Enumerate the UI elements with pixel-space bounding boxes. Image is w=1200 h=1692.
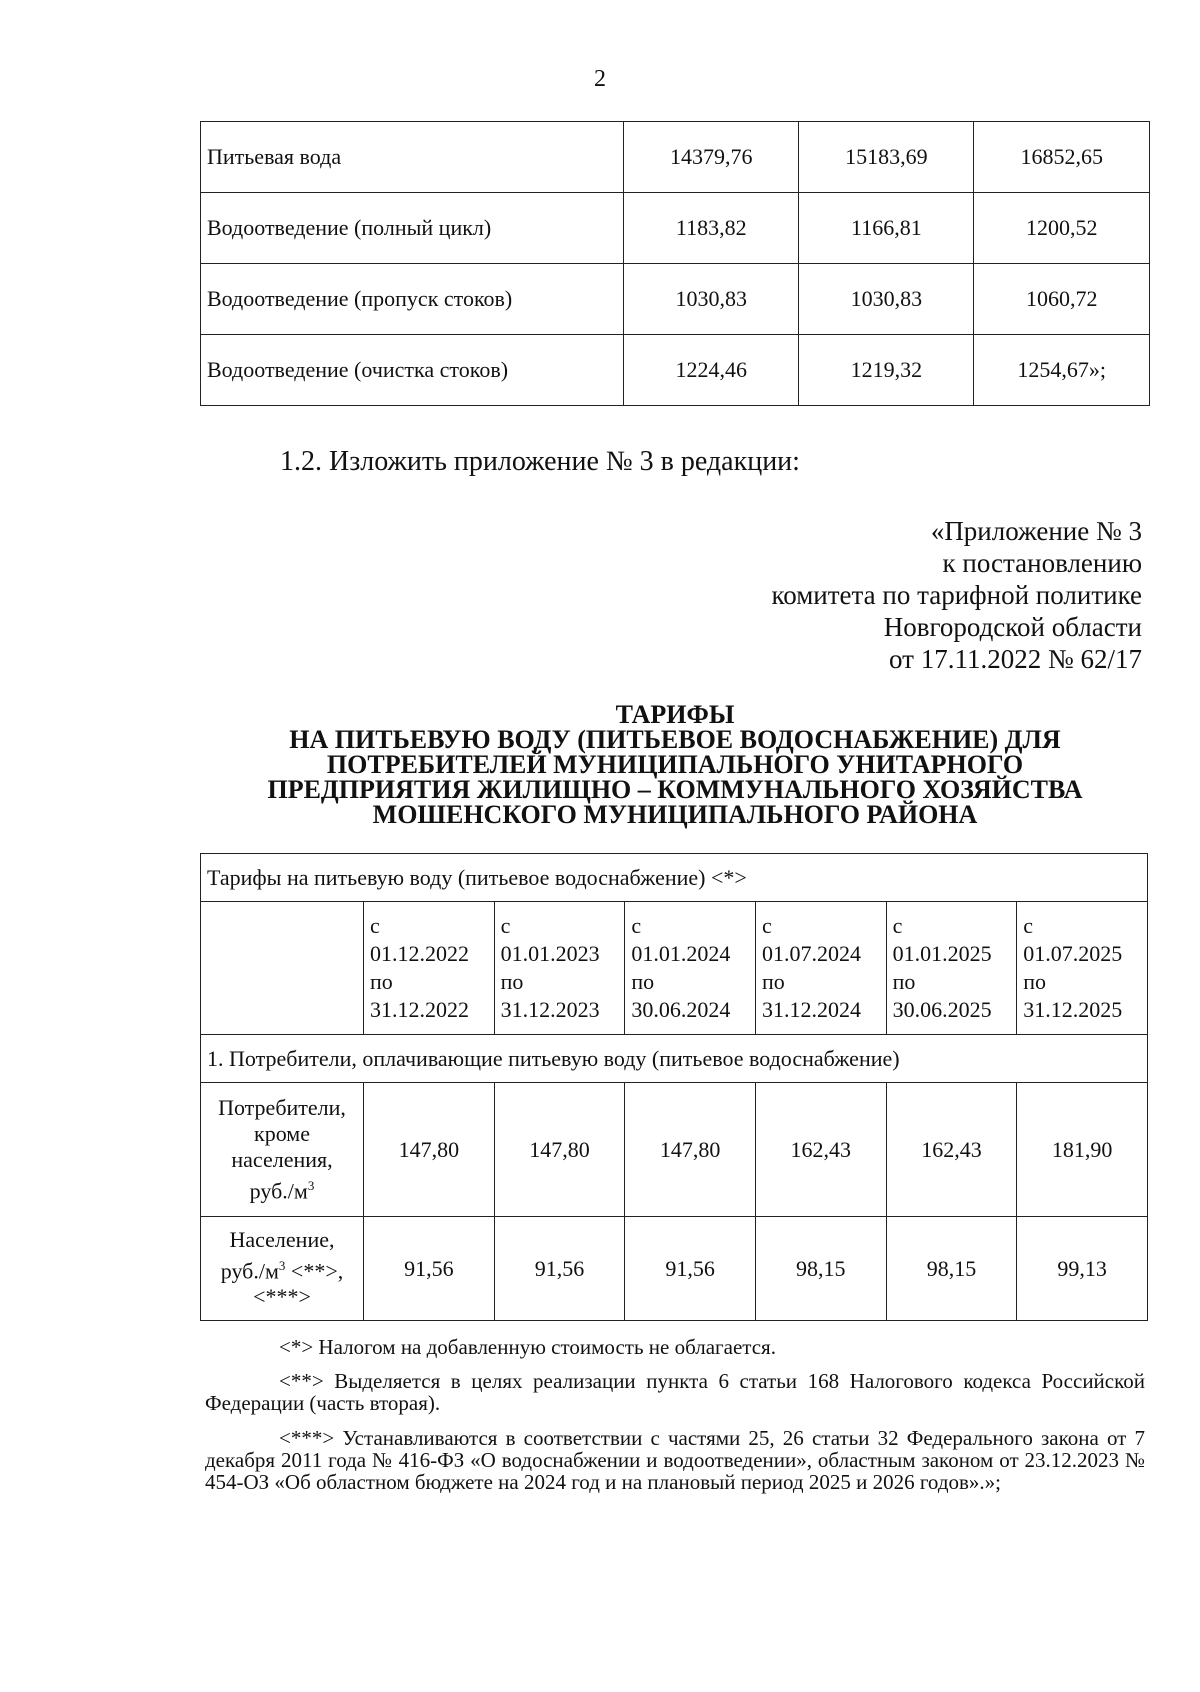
cell-value: 1219,32	[799, 335, 974, 406]
period-po: по	[370, 969, 393, 994]
label-unit	[207, 1253, 357, 1284]
period-to: 31.12.2022	[370, 997, 469, 1022]
top-tariff-table	[200, 121, 1150, 406]
period-to: 31.12.2024	[761, 997, 861, 1022]
cell-value: 181,90	[1017, 1083, 1148, 1217]
appendix-line: комитета по тарифной политике	[771, 580, 1142, 610]
cell-value: 1224,46	[624, 335, 799, 406]
appendix-heading	[771, 515, 1142, 675]
period-cell	[494, 902, 625, 1035]
period-c: с	[631, 913, 642, 938]
cell-value: 1200,52	[974, 193, 1150, 264]
period-from: 01.07.2024	[761, 941, 861, 966]
title-line: ТАРИФЫ	[615, 700, 735, 729]
label-part: Население,	[229, 1226, 335, 1252]
cell-value: 99,13	[1017, 1217, 1148, 1321]
cell-value: 91,56	[625, 1217, 756, 1321]
period-c: с	[892, 913, 903, 938]
row-label: Водоотведение (очистка стоков)	[201, 335, 624, 406]
cell-value: 15183,69	[799, 122, 974, 193]
period-to: 31.12.2023	[500, 997, 600, 1022]
table-row	[201, 193, 1150, 264]
footnote-text: <***> Устанавливаются в соответствии с частями 25, 26 статьи 32 Федерального закона от 7 декабря 2011 года № 416-ФЗ «О водоснабжении и водоотведении», областным законом от 23.12.2023 № 454-ОЗ «Об областном бюджете на 2024 год и на плановый период 2025 и 2026 годов».»;	[205, 1426, 1145, 1494]
cell-value: 98,15	[886, 1217, 1017, 1321]
footnote-text: <*> Налогом на добавленную стоимость не облагается.	[279, 1335, 776, 1359]
period-cell	[1017, 902, 1148, 1035]
table-header-row	[201, 854, 1148, 902]
footnote	[205, 1336, 1145, 1358]
cell-value: 162,43	[886, 1083, 1017, 1217]
period-c: с	[761, 913, 772, 938]
period-po: по	[761, 969, 785, 994]
superscript: 3	[278, 1257, 286, 1273]
period-to: 30.06.2025	[892, 997, 992, 1022]
period-cell	[364, 902, 495, 1035]
table-header: Тарифы на питьевую воду (питьевое водоснабжение) <*>	[201, 854, 1148, 902]
cell-value: 1060,72	[974, 264, 1150, 335]
period-c: с	[1023, 913, 1034, 938]
superscript: 3	[307, 1177, 315, 1193]
period-from: 01.01.2023	[500, 941, 600, 966]
period-po: по	[1023, 969, 1047, 994]
empty-corner-cell	[201, 902, 364, 1035]
label-part: населения,	[231, 1146, 333, 1172]
cell-value: 147,80	[364, 1083, 495, 1217]
title-line: НА ПИТЬЕВУЮ ВОДУ (ПИТЬЕВОЕ ВОДОСНАБЖЕНИЕ) ДЛЯ	[289, 725, 1061, 754]
cell-value: 162,43	[755, 1083, 886, 1217]
title-line: ПОТРЕБИТЕЛЕЙ МУНИЦИПАЛЬНОГО УНИТАРНОГО	[326, 750, 1024, 779]
cell-value: 16852,65	[974, 122, 1150, 193]
title-line: МОШЕНСКОГО МУНИЦИПАЛЬНОГО РАЙОНА	[372, 800, 978, 829]
appendix-line: от 17.11.2022 № 62/17	[889, 644, 1142, 674]
section-heading: 1. Потребители, оплачивающие питьевую воду (питьевое водоснабжение)	[201, 1035, 1148, 1083]
row-label: Питьевая вода	[201, 122, 624, 193]
label-part: руб./м	[249, 1178, 308, 1204]
table-row	[201, 122, 1150, 193]
section-row	[201, 1035, 1148, 1083]
title-line: ПРЕДПРИЯТИЯ ЖИЛИЩНО – КОММУНАЛЬНОГО ХОЗЯЙСТВА	[267, 775, 1083, 804]
period-po: по	[892, 969, 916, 994]
period-from: 01.12.2022	[370, 941, 469, 966]
period-c: с	[500, 913, 511, 938]
label-part: Потребители,	[218, 1094, 346, 1120]
row-label: Водоотведение (полный цикл)	[201, 193, 624, 264]
period-po: по	[500, 969, 524, 994]
footnote	[205, 1370, 1145, 1414]
appendix-line: Новгородской области	[883, 612, 1142, 642]
period-from: 01.01.2025	[892, 941, 992, 966]
table-row	[201, 1217, 1148, 1321]
row-label	[201, 1083, 364, 1217]
row-label: Водоотведение (пропуск стоков)	[201, 264, 624, 335]
cell-value: 1030,83	[799, 264, 974, 335]
appendix-line: «Приложение № 3	[930, 516, 1142, 546]
cell-value: 91,56	[494, 1217, 625, 1321]
item-1-2: 1.2. Изложить приложение № 3 в редакции:	[280, 446, 800, 477]
label-part: <**>,	[285, 1258, 344, 1284]
period-cell	[755, 902, 886, 1035]
period-row	[201, 902, 1148, 1035]
period-from: 01.01.2024	[631, 941, 731, 966]
row-label	[201, 1217, 364, 1321]
cell-value: 1183,82	[624, 193, 799, 264]
label-part: <***>	[253, 1284, 311, 1310]
cell-value: 91,56	[364, 1217, 495, 1321]
period-cell	[886, 902, 1017, 1035]
label-part: руб./м	[220, 1258, 279, 1284]
cell-value: 1166,81	[799, 193, 974, 264]
cell-value: 98,15	[755, 1217, 886, 1321]
water-tariff-table	[200, 853, 1148, 1321]
table-row	[201, 264, 1150, 335]
table-row	[201, 335, 1150, 406]
document-title	[200, 702, 1150, 827]
footnote-text: <**> Выделяется в целях реализации пункта 6 статьи 168 Налогового кодекса Российской Федерации (часть вторая).	[205, 1369, 1145, 1415]
period-cell	[625, 902, 756, 1035]
label-part: кроме	[254, 1120, 310, 1146]
cell-value: 1030,83	[624, 264, 799, 335]
cell-value: 14379,76	[624, 122, 799, 193]
table-row	[201, 1083, 1148, 1217]
label-unit	[207, 1173, 357, 1204]
period-to: 30.06.2024	[631, 997, 731, 1022]
page-number: 2	[594, 66, 606, 92]
cell-value: 1254,67»;	[974, 335, 1150, 406]
period-po: по	[631, 969, 655, 994]
footnote	[205, 1427, 1145, 1493]
period-to: 31.12.2025	[1023, 997, 1123, 1022]
appendix-line: к постановлению	[942, 548, 1142, 578]
period-from: 01.07.2025	[1023, 941, 1123, 966]
period-c: с	[370, 913, 380, 938]
cell-value: 147,80	[494, 1083, 625, 1217]
cell-value: 147,80	[625, 1083, 756, 1217]
